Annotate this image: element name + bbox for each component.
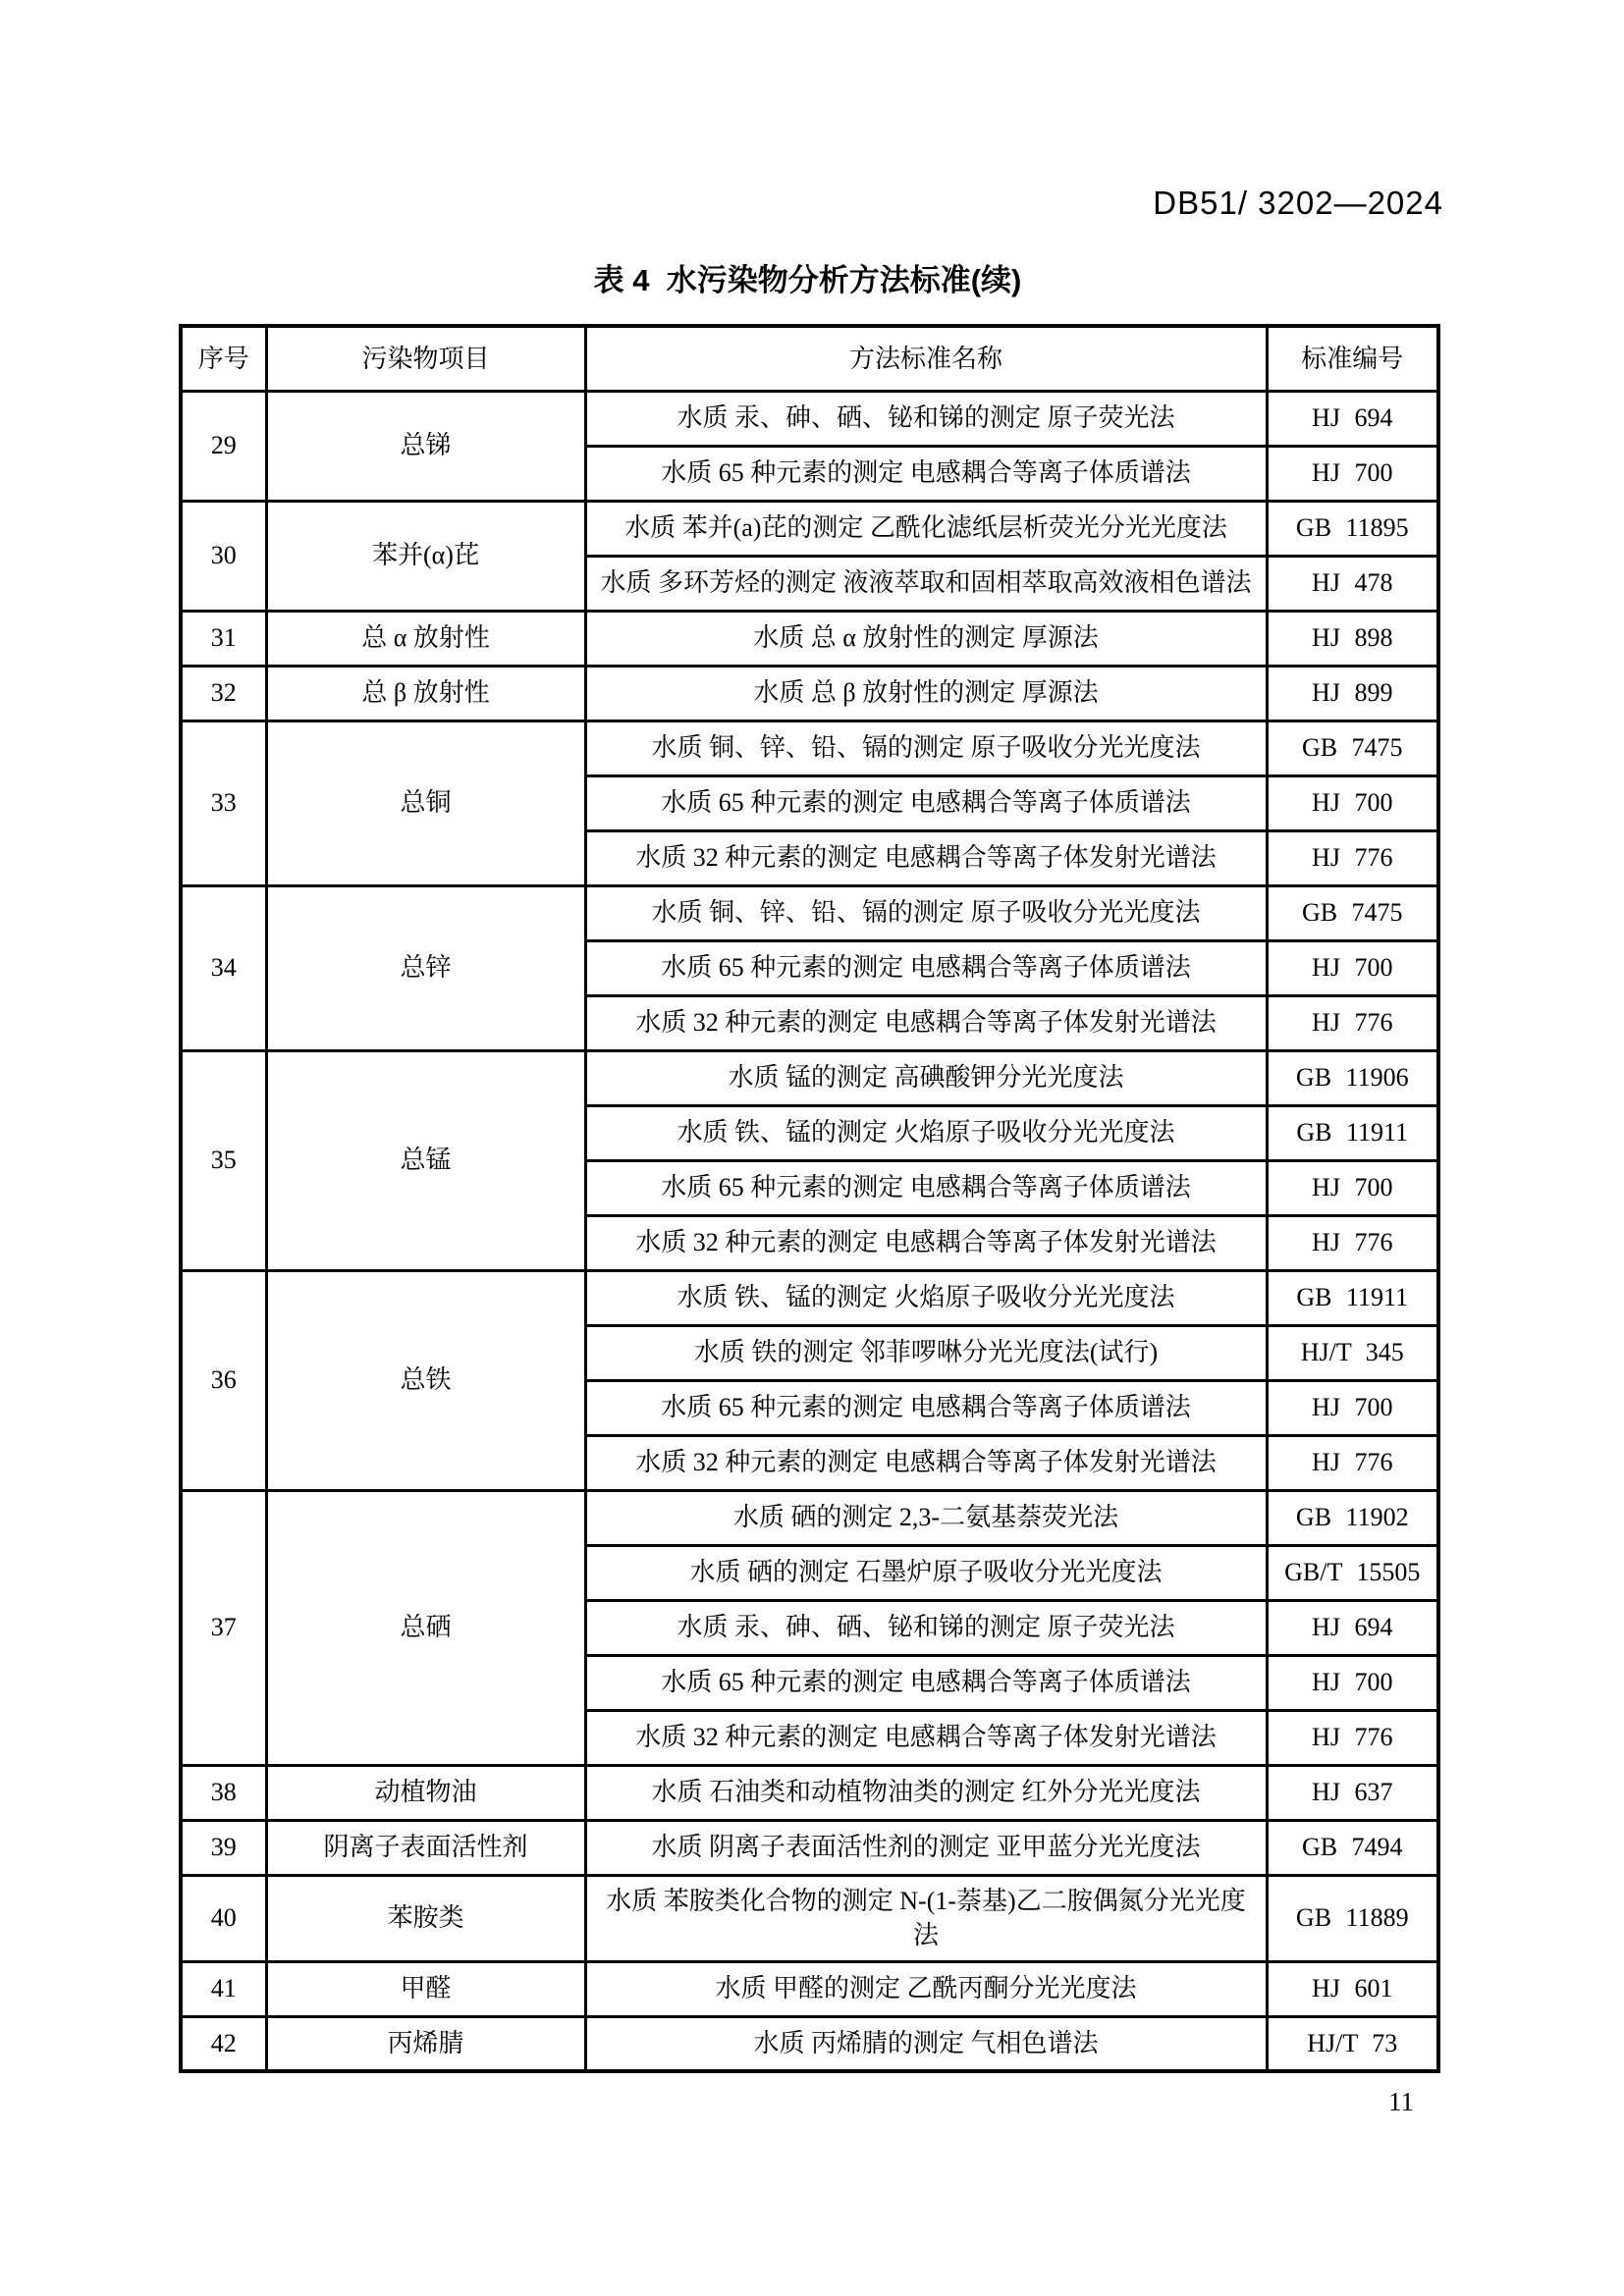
code-cell: HJ 700	[1267, 940, 1438, 995]
code-cell: HJ 776	[1267, 1435, 1438, 1490]
document-code: DB51/ 3202—2024	[1153, 185, 1443, 221]
method-cell: 水质 硒的测定 石墨炉原子吸收分光光度法	[585, 1545, 1267, 1600]
row-index-cell: 39	[181, 1820, 266, 1875]
method-cell: 水质 丙烯腈的测定 气相色谱法	[585, 2016, 1267, 2071]
method-cell: 水质 苯胺类化合物的测定 N-(1-萘基)乙二胺偶氮分光光度法	[585, 1875, 1267, 1961]
column-header-pollutant: 污染物项目	[266, 326, 585, 391]
code-cell: GB 7494	[1267, 1820, 1438, 1875]
code-cell: HJ 694	[1267, 1600, 1438, 1655]
pollutant-cell: 总铁	[266, 1270, 585, 1490]
code-cell: HJ 694	[1267, 391, 1438, 446]
code-cell: HJ 700	[1267, 1655, 1438, 1710]
code-cell: HJ 776	[1267, 995, 1438, 1050]
code-cell: GB 11906	[1267, 1050, 1438, 1105]
code-cell: GB 11911	[1267, 1270, 1438, 1325]
method-cell: 水质 32 种元素的测定 电感耦合等离子体发射光谱法	[585, 1215, 1267, 1270]
code-cell: GB 7475	[1267, 721, 1438, 775]
method-cell: 水质 甲醛的测定 乙酰丙酮分光光度法	[585, 1961, 1267, 2016]
table-row	[181, 666, 1438, 721]
row-index-cell: 33	[181, 721, 266, 885]
row-index-cell: 30	[181, 501, 266, 611]
method-cell: 水质 65 种元素的测定 电感耦合等离子体质谱法	[585, 775, 1267, 830]
code-cell: HJ 899	[1267, 666, 1438, 721]
method-cell: 水质 32 种元素的测定 电感耦合等离子体发射光谱法	[585, 995, 1267, 1050]
table-title: 表 4 水污染物分析方法标准(续)	[593, 263, 1022, 297]
row-index-cell: 41	[181, 1961, 266, 2016]
method-cell: 水质 铁的测定 邻菲啰啉分光光度法(试行)	[585, 1325, 1267, 1380]
method-cell: 水质 32 种元素的测定 电感耦合等离子体发射光谱法	[585, 1710, 1267, 1765]
code-cell: HJ 637	[1267, 1765, 1438, 1820]
table-row	[181, 721, 1438, 775]
method-cell: 水质 锰的测定 高碘酸钾分光光度法	[585, 1050, 1267, 1105]
row-index-cell: 42	[181, 2016, 266, 2071]
method-cell: 水质 总 β 放射性的测定 厚源法	[585, 666, 1267, 721]
code-cell: HJ 776	[1267, 1710, 1438, 1765]
method-cell: 水质 65 种元素的测定 电感耦合等离子体质谱法	[585, 1655, 1267, 1710]
column-header-method: 方法标准名称	[585, 326, 1267, 391]
code-cell: HJ 700	[1267, 775, 1438, 830]
table-row	[181, 1820, 1438, 1875]
method-cell: 水质 汞、砷、硒、铋和锑的测定 原子荧光法	[585, 391, 1267, 446]
table-row	[181, 2016, 1438, 2071]
column-header-index: 序号	[181, 326, 266, 391]
code-cell: HJ/T 345	[1267, 1325, 1438, 1380]
pollutant-cell: 苯胺类	[266, 1875, 585, 1961]
method-cell: 水质 65 种元素的测定 电感耦合等离子体质谱法	[585, 940, 1267, 995]
method-cell: 水质 65 种元素的测定 电感耦合等离子体质谱法	[585, 1380, 1267, 1435]
method-cell: 水质 铁、锰的测定 火焰原子吸收分光光度法	[585, 1270, 1267, 1325]
row-index-cell: 31	[181, 611, 266, 666]
row-index-cell: 36	[181, 1270, 266, 1490]
row-index-cell: 32	[181, 666, 266, 721]
pollutant-cell: 总 α 放射性	[266, 611, 585, 666]
table-row	[181, 885, 1438, 940]
method-cell: 水质 阴离子表面活性剂的测定 亚甲蓝分光光度法	[585, 1820, 1267, 1875]
method-cell: 水质 65 种元素的测定 电感耦合等离子体质谱法	[585, 446, 1267, 501]
method-cell: 水质 铜、锌、铅、镉的测定 原子吸收分光光度法	[585, 721, 1267, 775]
pollutant-cell: 苯并(α)芘	[266, 501, 585, 611]
code-cell: GB/T 15505	[1267, 1545, 1438, 1600]
method-cell: 水质 铁、锰的测定 火焰原子吸收分光光度法	[585, 1105, 1267, 1160]
table-header-row	[181, 326, 1438, 391]
pollutant-cell: 动植物油	[266, 1765, 585, 1820]
method-cell: 水质 苯并(a)芘的测定 乙酰化滤纸层析荧光分光光度法	[585, 501, 1267, 556]
pollutant-cell: 总锑	[266, 391, 585, 501]
code-cell: HJ 776	[1267, 1215, 1438, 1270]
code-cell: GB 11902	[1267, 1490, 1438, 1545]
pollutant-cell: 阴离子表面活性剂	[266, 1820, 585, 1875]
table-row	[181, 1270, 1438, 1325]
row-index-cell: 29	[181, 391, 266, 501]
code-cell: HJ 700	[1267, 1380, 1438, 1435]
method-cell: 水质 总 α 放射性的测定 厚源法	[585, 611, 1267, 666]
code-cell: GB 7475	[1267, 885, 1438, 940]
row-index-cell: 40	[181, 1875, 266, 1961]
code-cell: GB 11911	[1267, 1105, 1438, 1160]
code-cell: GB 11895	[1267, 501, 1438, 556]
table-row	[181, 391, 1438, 446]
table-row	[181, 611, 1438, 666]
pollutant-cell: 丙烯腈	[266, 2016, 585, 2071]
page-number: 11	[1388, 2087, 1414, 2116]
pollutant-cell: 总锌	[266, 885, 585, 1050]
code-cell: HJ 601	[1267, 1961, 1438, 2016]
code-cell: HJ/T 73	[1267, 2016, 1438, 2071]
table-row	[181, 1050, 1438, 1105]
table-row	[181, 1875, 1438, 1961]
code-cell: HJ 700	[1267, 446, 1438, 501]
column-header-code: 标准编号	[1267, 326, 1438, 391]
method-cell: 水质 32 种元素的测定 电感耦合等离子体发射光谱法	[585, 1435, 1267, 1490]
table-row	[181, 1765, 1438, 1820]
method-cell: 水质 32 种元素的测定 电感耦合等离子体发射光谱法	[585, 830, 1267, 885]
pollutant-cell: 总铜	[266, 721, 585, 885]
code-cell: HJ 478	[1267, 556, 1438, 611]
pollutant-cell: 总锰	[266, 1050, 585, 1270]
method-cell: 水质 汞、砷、硒、铋和锑的测定 原子荧光法	[585, 1600, 1267, 1655]
method-cell: 水质 石油类和动植物油类的测定 红外分光光度法	[585, 1765, 1267, 1820]
code-cell: HJ 776	[1267, 830, 1438, 885]
code-cell: GB 11889	[1267, 1875, 1438, 1961]
method-cell: 水质 铜、锌、铅、镉的测定 原子吸收分光光度法	[585, 885, 1267, 940]
row-index-cell: 38	[181, 1765, 266, 1820]
table-row	[181, 1490, 1438, 1545]
pollutant-cell: 总硒	[266, 1490, 585, 1765]
row-index-cell: 37	[181, 1490, 266, 1765]
code-cell: HJ 898	[1267, 611, 1438, 666]
method-cell: 水质 65 种元素的测定 电感耦合等离子体质谱法	[585, 1160, 1267, 1215]
pollutant-cell: 总 β 放射性	[266, 666, 585, 721]
row-index-cell: 34	[181, 885, 266, 1050]
method-cell: 水质 硒的测定 2,3-二氨基萘荧光法	[585, 1490, 1267, 1545]
row-index-cell: 35	[181, 1050, 266, 1270]
method-cell: 水质 多环芳烃的测定 液液萃取和固相萃取高效液相色谱法	[585, 556, 1267, 611]
table-row	[181, 1961, 1438, 2016]
pollutant-cell: 甲醛	[266, 1961, 585, 2016]
standards-table	[179, 324, 1440, 2073]
code-cell: HJ 700	[1267, 1160, 1438, 1215]
table-row	[181, 501, 1438, 556]
